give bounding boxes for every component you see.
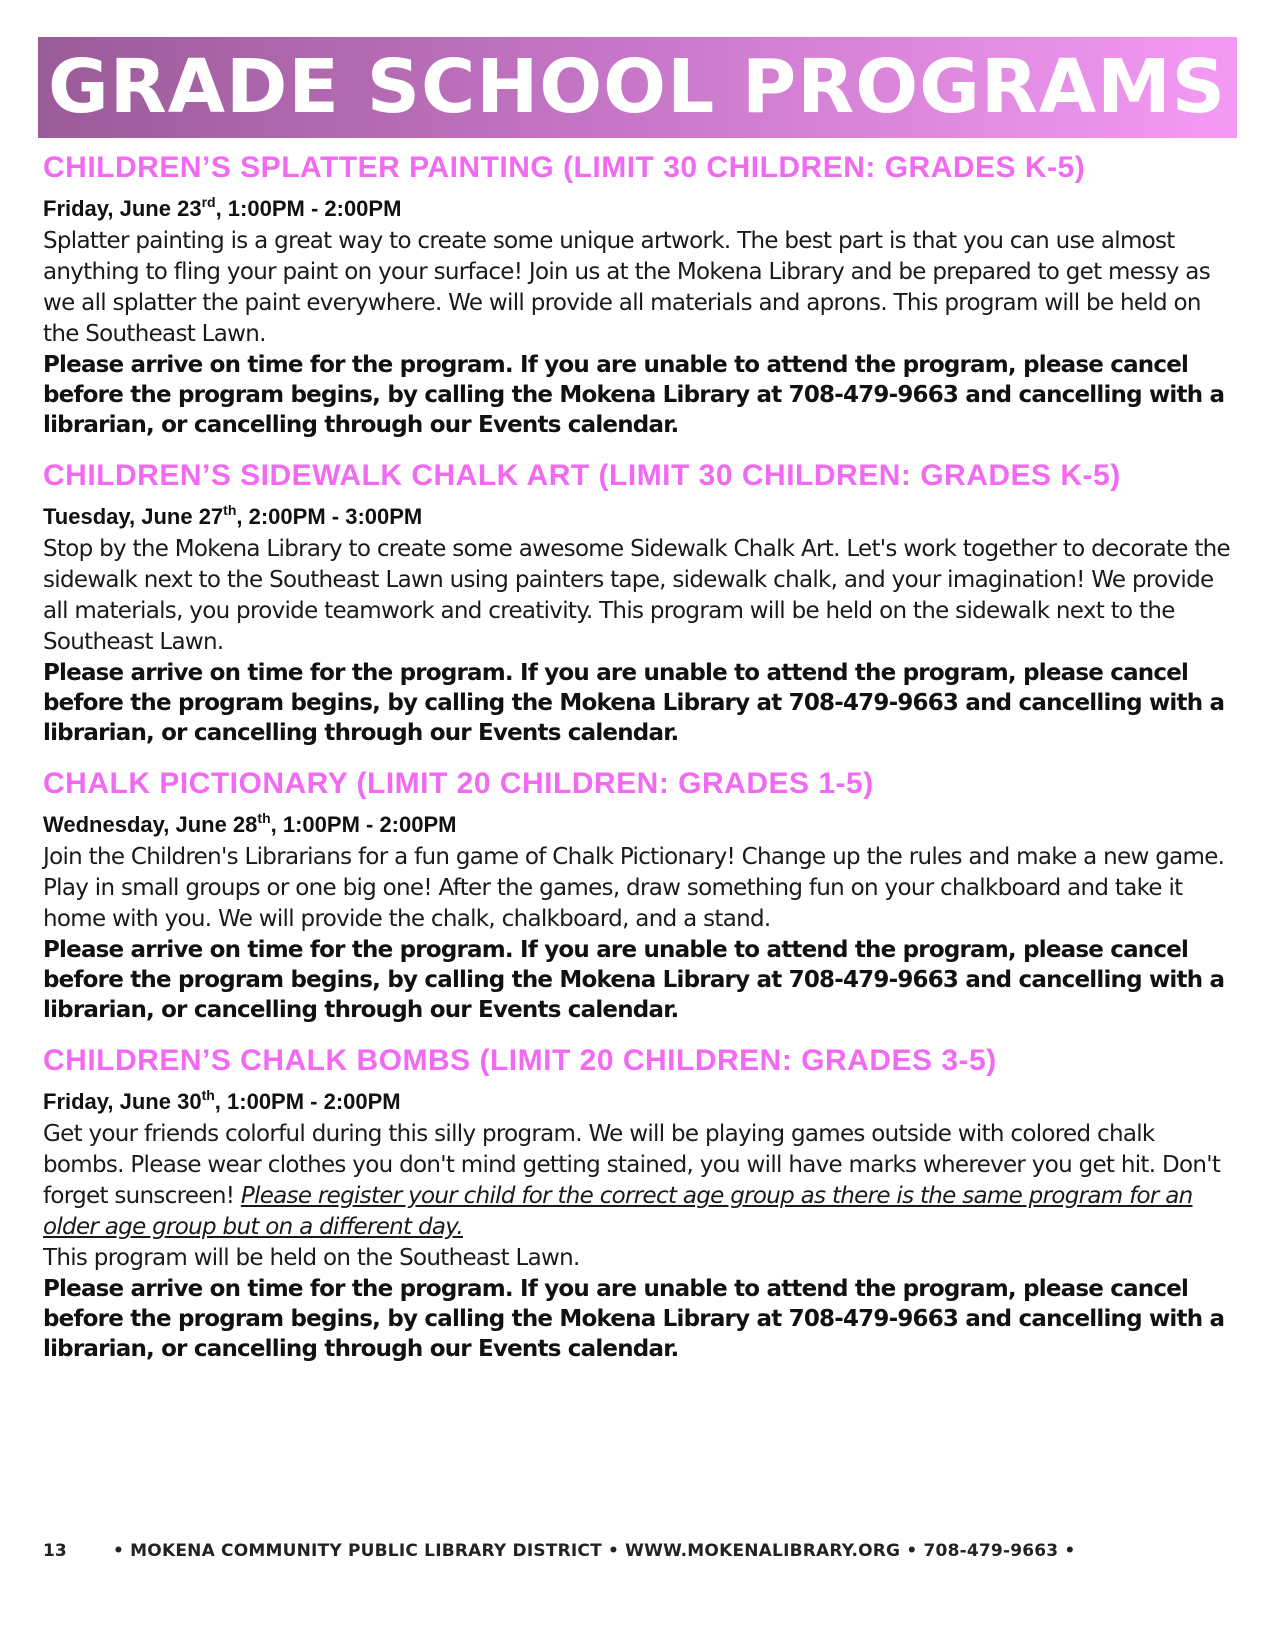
program-description: Join the Children's Librarians for a fun game of Chalk Pictionary! Change up the rules and make a new game. Play in small groups or one big one! After the games, draw something fun on your chalkboard and take it home with you. We will provide the chalk, chalkboard, and a stand. (43, 844, 1225, 932)
program-title: CHILDREN’S CHALK BOMBS (LIMIT 20 CHILDREN: GRADES 3-5) (43, 1044, 997, 1077)
program-sidewalk-chalk-art (43, 458, 1238, 748)
program-date: Friday, June 23rd, 1:00PM - 2:00PM (43, 194, 402, 221)
program-date-value: June 28 (175, 812, 258, 837)
date-suffix: th (223, 502, 237, 518)
program-day: Tuesday (43, 504, 129, 529)
program-splatter-painting (43, 150, 1238, 440)
program-description: Splatter painting is a great way to create some unique artwork. The best part is that you can use almost anything to fling your paint on your surface! Join us at the Mokena Library and be prepared to get messy as we all splatter the paint everywhere. We will provide all materials and aprons. This program will be held on the Southeast Lawn. (43, 228, 1210, 347)
program-date-value: June 27 (141, 504, 224, 529)
program-title: CHALK PICTIONARY (LIMIT 20 CHILDREN: GRADES 1-5) (43, 767, 874, 800)
program-day: Friday (43, 196, 108, 221)
attendance-notice: Please arrive on time for the program. If you are unable to attend the program, please cancel before the program begins, by calling the Mokena Library at 708-479-9663 and cancelling with a librarian, or cancelling through our Events calendar. (43, 352, 1225, 438)
program-date-value: June 30 (119, 1089, 202, 1114)
page-banner (38, 37, 1237, 138)
date-suffix: rd (201, 194, 216, 210)
program-chalk-pictionary (43, 766, 1238, 1025)
program-list (43, 150, 1238, 1382)
attendance-notice: Please arrive on time for the program. If you are unable to attend the program, please cancel before the program begins, by calling the Mokena Library at 708-479-9663 and cancelling with a librarian, or cancelling through our Events calendar. (43, 1276, 1225, 1362)
program-description: Stop by the Mokena Library to create some awesome Sidewalk Chalk Art. Let's work together to decorate the sidewalk next to the Southeast Lawn using painters tape, sidewalk chalk, and your imagination! We provide all materials, you provide teamwork and creativity. This program will be held on the sidewalk next to the Southeast Lawn. (43, 536, 1230, 655)
date-suffix: th (257, 810, 271, 826)
program-time: 1:00PM - 2:00PM (227, 1089, 401, 1114)
attendance-notice: Please arrive on time for the program. If you are unable to attend the program, please cancel before the program begins, by calling the Mokena Library at 708-479-9663 and cancelling with a librarian, or cancelling through our Events calendar. (43, 937, 1225, 1023)
program-day: Wednesday (43, 812, 164, 837)
program-date-value: June 23 (119, 196, 202, 221)
program-time: 1:00PM - 2:00PM (282, 812, 457, 837)
program-title: CHILDREN’S SPLATTER PAINTING (LIMIT 30 CHILDREN: GRADES K-5) (43, 151, 1086, 184)
description-text: Get your friends colorful during this silly program. We will be playing games outside with colored chalk bombs. Please wear clothes you don't mind getting stained, you will have marks wherever you get hit. Don't forget sunscreen! (43, 1121, 1221, 1209)
program-time: 1:00PM - 2:00PM (227, 196, 402, 221)
date-suffix: th (201, 1087, 215, 1103)
page-footer (43, 1536, 1238, 1566)
page-title: GRADE SCHOOL PROGRAMS (48, 44, 1227, 130)
program-date: Tuesday, June 27th, 2:00PM - 3:00PM (43, 502, 423, 529)
program-chalk-bombs (43, 1043, 1238, 1364)
program-time: 2:00PM - 3:00PM (248, 504, 423, 529)
program-date: Wednesday, June 28th, 1:00PM - 2:00PM (43, 810, 457, 837)
page-number: 13 (43, 1541, 67, 1561)
attendance-notice: Please arrive on time for the program. If you are unable to attend the program, please cancel before the program begins, by calling the Mokena Library at 708-479-9663 and cancelling with a librarian, or cancelling through our Events calendar. (43, 660, 1225, 746)
program-date: Friday, June 30th, 1:00PM - 2:00PM (43, 1087, 401, 1114)
footer-contact-line: • MOKENA COMMUNITY PUBLIC LIBRARY DISTRICT • WWW.MOKENALIBRARY.ORG • 708-479-9663 • (113, 1541, 1076, 1561)
program-description (43, 1119, 1238, 1274)
location-text: This program will be held on the Southeast Lawn. (43, 1245, 580, 1271)
program-day: Friday (43, 1089, 108, 1114)
registration-note: Please register your child for the correct age group as there is the same program for an older age group but on a different day. (43, 1183, 1193, 1240)
program-title: CHILDREN’S SIDEWALK CHALK ART (LIMIT 30 CHILDREN: GRADES K-5) (43, 459, 1121, 492)
